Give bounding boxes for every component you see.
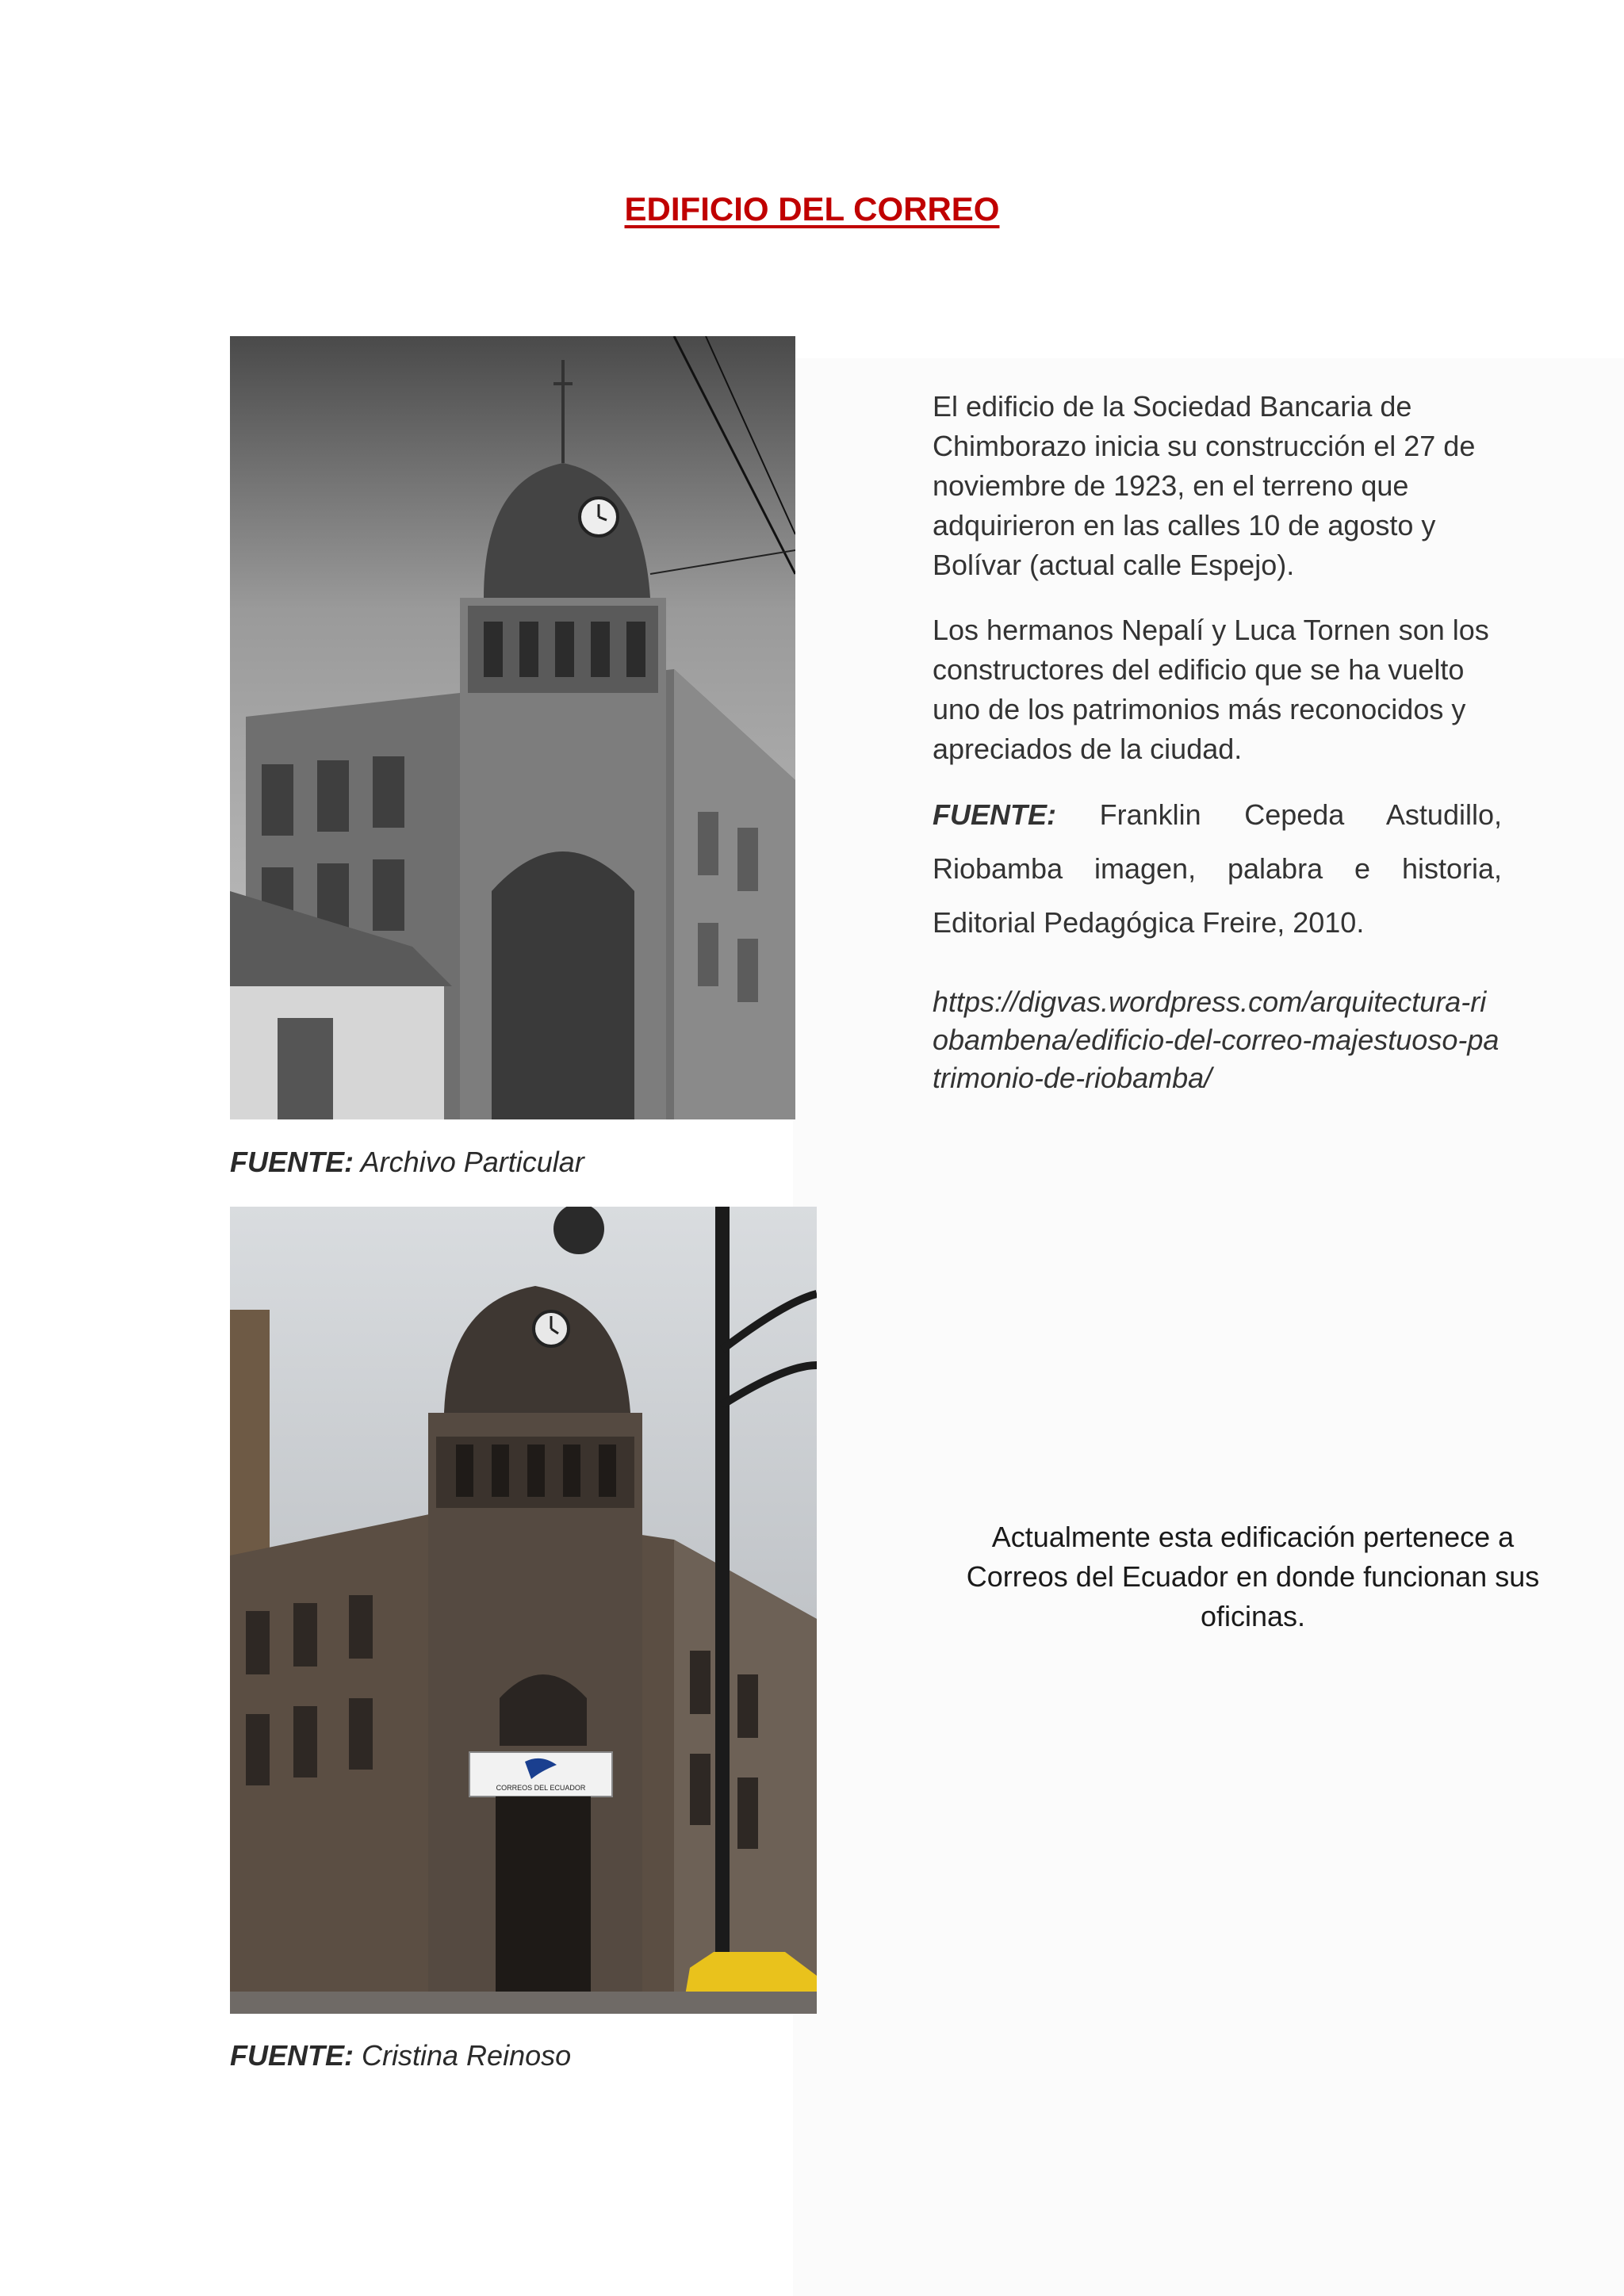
caption-new-text: Cristina Reinoso xyxy=(362,2039,572,2072)
source-url[interactable]: https://digvas.wordpress.com/arquitectura-riobambena/edificio-del-correo-majestuoso-patrimonio-de-riobamba/ xyxy=(933,985,1500,1094)
bibliographic-source xyxy=(933,788,1502,950)
caption-new-label: FUENTE: xyxy=(230,2039,354,2072)
modern-photo-caption xyxy=(230,2039,571,2072)
history-paragraph-1: El edificio de la Sociedad Bancaria de Chimborazo inicia su construcción el 27 de noviembre de 1923, en el terreno que adquirieron en las calles 10 de agosto y Bolívar (actual calle Espejo). xyxy=(933,390,1476,581)
sign-text: CORREOS DEL ECUADOR xyxy=(496,1784,586,1792)
source-text: Franklin Cepeda Astudillo, Riobamba imagen, palabra e historia, Editorial Pedagógica Freire, 2010. xyxy=(933,798,1502,939)
caption-old-label: FUENTE: xyxy=(230,1146,354,1178)
caption-old-text: Archivo Particular xyxy=(360,1146,584,1178)
historic-photo-illustration xyxy=(230,336,795,1119)
historic-building-photo xyxy=(230,336,795,1119)
modern-building-photo xyxy=(230,1207,817,2014)
modern-photo-illustration xyxy=(230,1207,817,2014)
historic-photo-caption xyxy=(230,1146,584,1179)
source-label: FUENTE: xyxy=(933,798,1056,831)
current-use-text: Actualmente esta edificación pertenece a Correos del Ecuador en donde funcionan sus oficinas. xyxy=(966,1521,1540,1632)
history-paragraph-2: Los hermanos Nepalí y Luca Tornen son los constructores del edificio que se ha vuelto uno de los patrimonios más reconocidos y apreciados de la ciudad. xyxy=(933,614,1489,765)
page-title: EDIFICIO DEL CORREO xyxy=(624,190,1000,228)
